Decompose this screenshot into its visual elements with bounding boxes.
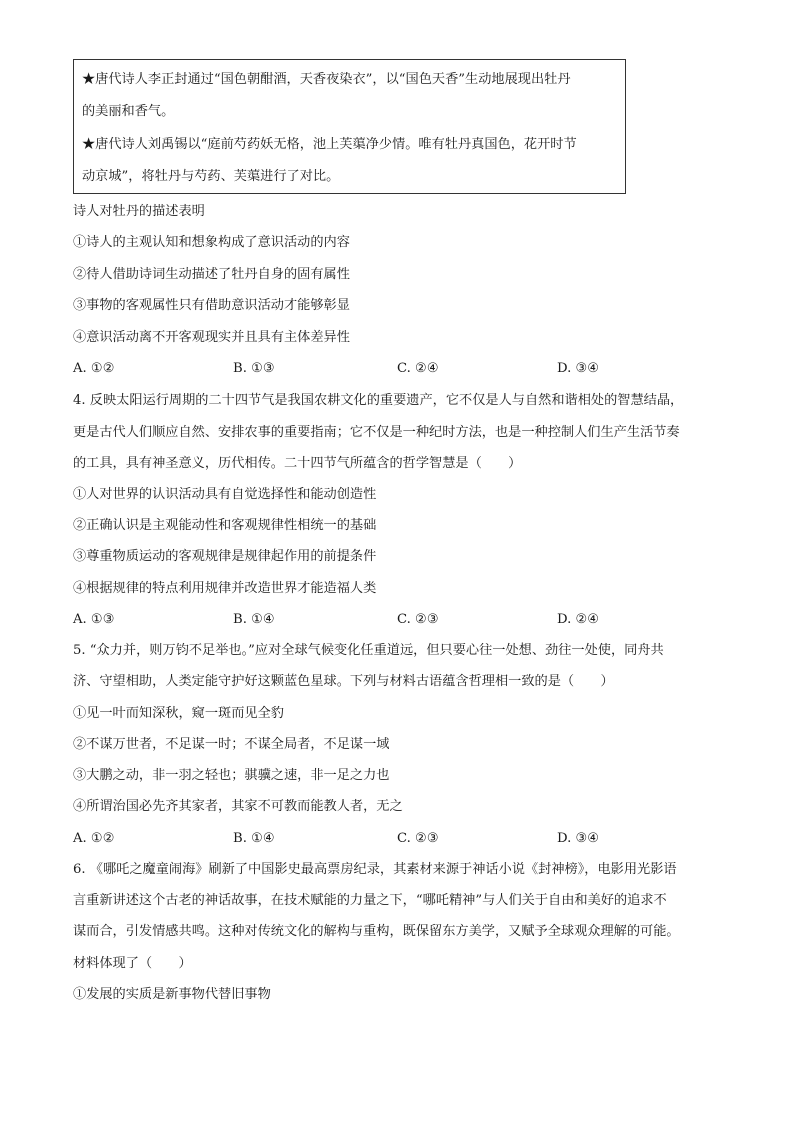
q6-statement-1: ①发展的实质是新事物代替旧事物 (73, 987, 271, 1002)
intro-line-3: ★唐代诗人刘禹锡以“庭前芍药妖无格，池上芙蕖净少情。唯有牡丹真国色，花开时节 (82, 137, 577, 152)
q5-stem-line-2: 济、守望相助，人类定能守护好这颗蓝色星球。下列与材料古语蕴含哲理相一致的是（ ） (73, 674, 614, 689)
q4-option-c: C. ②③ (397, 612, 439, 627)
q4-statement-4: ④根据规律的特点利用规律并改造世界才能造福人类 (73, 581, 377, 596)
q5-statement-2: ②不谋万世者，不足谋一时；不谋全局者，不足谋一域 (73, 737, 390, 752)
q6-stem-line-3: 谋而合，引发情感共鸣。这种对传统文化的解构与重构，既保留东方美学，又赋予全球观众理解的可能。 (73, 924, 680, 939)
q4-statement-3: ③尊重物质运动的客观规律是规律起作用的前提条件 (73, 549, 377, 564)
q4-statement-2: ②正确认识是主观能动性和客观规律性相统一的基础 (73, 518, 377, 533)
q4-stem-line-1: 4. 反映太阳运行周期的二十四节气是我国农耕文化的重要遗产，它不仅是人与自然和谐相处的智慧结晶， (73, 393, 684, 408)
q3-statement-3: ③事物的客观属性只有借助意识活动才能够彰显 (73, 298, 350, 313)
q3-option-d: D. ③④ (557, 361, 600, 376)
q3-stem: 诗人对牡丹的描述表明 (73, 204, 205, 219)
q4-option-d: D. ②④ (557, 612, 600, 627)
q5-option-b: B. ①④ (233, 831, 275, 846)
q3-statement-1: ①诗人的主观认知和想象构成了意识活动的内容 (73, 235, 350, 250)
intro-line-1: ★唐代诗人李正封通过“国色朝酣酒，天香夜染衣”，以“国色天香”生动地展现出牡丹 (82, 72, 571, 87)
q5-statement-1: ①见一叶而知深秋，窥一斑而见全豹 (73, 706, 284, 721)
q5-option-a: A. ①② (73, 831, 115, 846)
q3-option-b: B. ①③ (233, 361, 275, 376)
q5-option-c: C. ②③ (397, 831, 439, 846)
q4-option-b: B. ①④ (233, 612, 275, 627)
q3-statement-2: ②待人借助诗词生动描述了牡丹自身的固有属性 (73, 267, 350, 282)
q5-stem-line-1: 5. “众力并，则万钧不足举也。”应对全球气候变化任重道远，但只要心往一处想、劲往一处使，同舟共 (73, 643, 664, 658)
q5-statement-3: ③大鹏之动，非一羽之轻也；骐骥之速，非一足之力也 (73, 768, 390, 783)
intro-line-2: 的美丽和香气。 (82, 104, 175, 119)
q3-option-a: A. ①② (73, 361, 115, 376)
intro-line-4: 动京城”，将牡丹与芍药、芙蕖进行了对比。 (82, 169, 340, 184)
q6-stem-line-4: 材料体现了（ ） (73, 956, 192, 971)
q5-statement-4: ④所谓治国必先齐其家者，其家不可教而能教人者，无之 (73, 799, 403, 814)
q3-option-c: C. ②④ (397, 361, 439, 376)
q4-option-a: A. ①③ (73, 612, 115, 627)
q4-stem-line-2: 更是古代人们顺应自然、安排农事的重要指南；它不仅是一种纪时方法，也是一种控制人们生产生活节奏 (73, 425, 680, 440)
q4-stem-line-3: 的工具，具有神圣意义，历代相传。二十四节气所蕴含的哲学智慧是（ ） (73, 456, 522, 471)
q3-statement-4: ④意识活动离不开客观现实并且具有主体差异性 (73, 330, 350, 345)
q5-option-d: D. ③④ (557, 831, 600, 846)
q4-statement-1: ①人对世界的认识活动具有自觉选择性和能动创造性 (73, 487, 377, 502)
q6-stem-line-2: 言重新讲述这个古老的神话故事，在技术赋能的力量之下，“哪吒精神”与人们关于自由和美好的追求不 (73, 893, 667, 908)
q6-stem-line-1: 6. 《哪吒之魔童闹海》刷新了中国影史最高票房纪录，其素材来源于神话小说《封神榜》，电影用光影语 (73, 862, 677, 877)
